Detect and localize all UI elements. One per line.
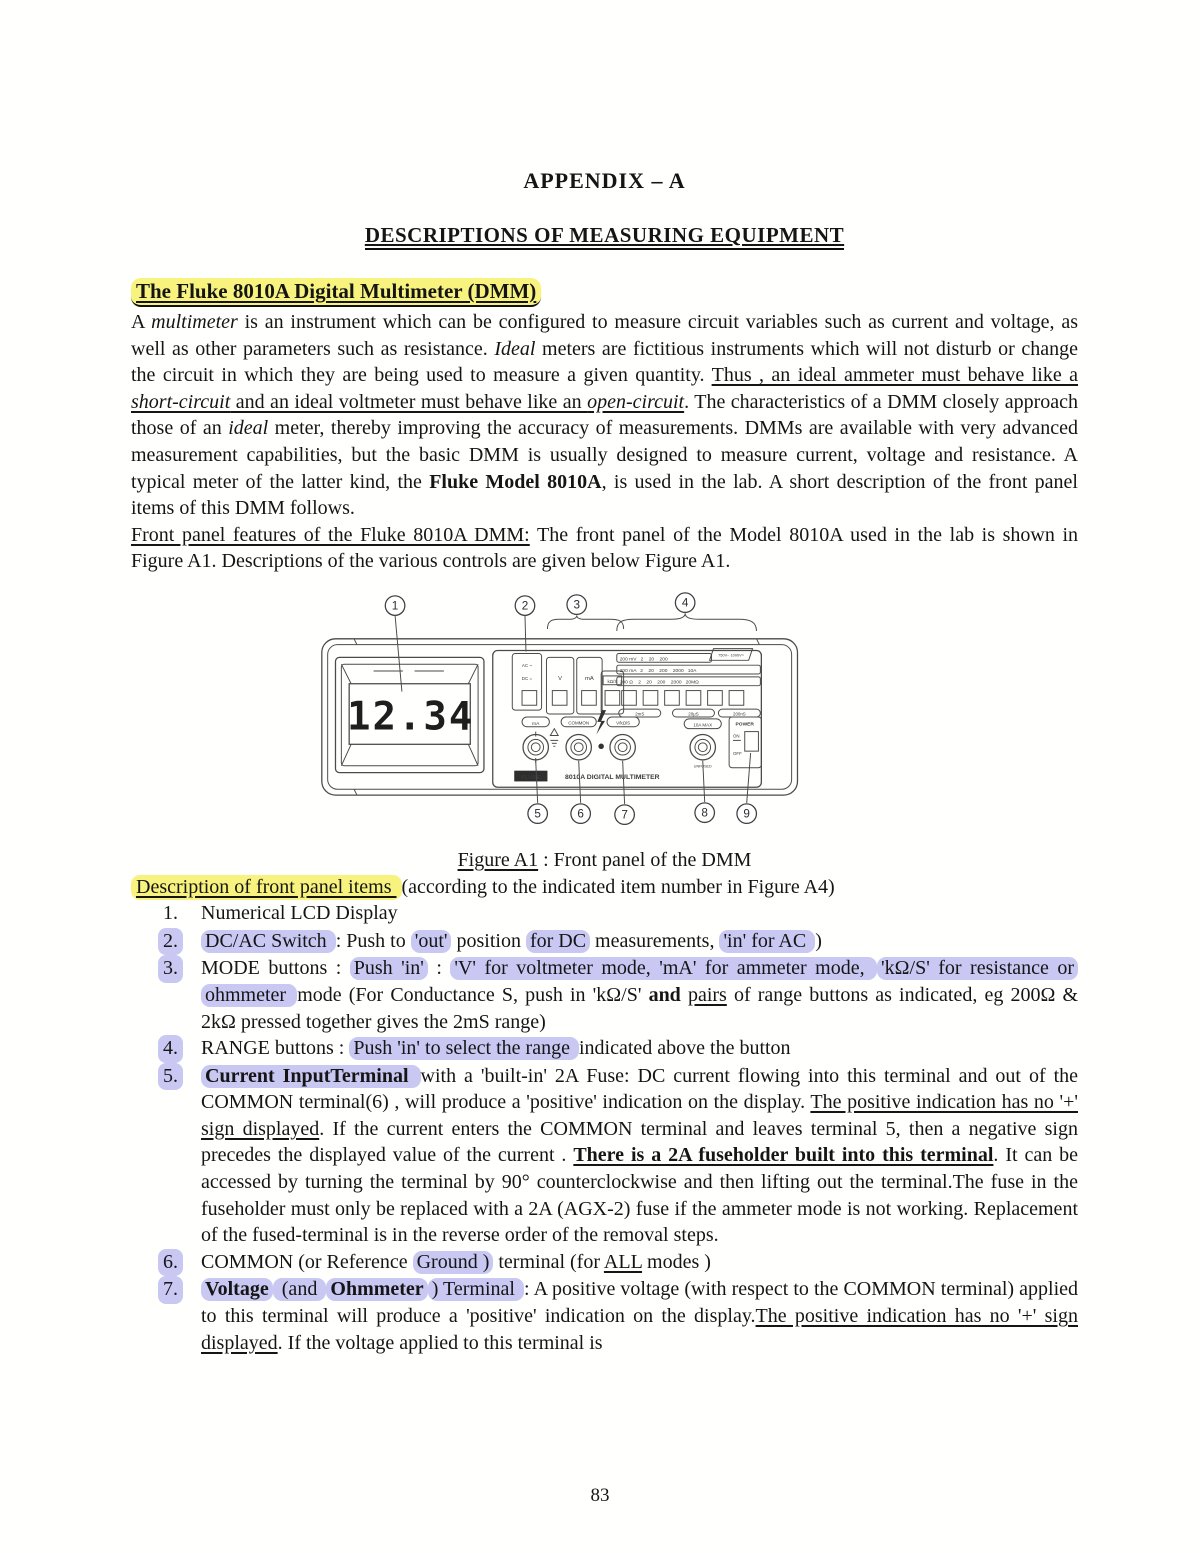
list-item-number: 1. (163, 902, 178, 925)
power-off-label: OFF (733, 750, 742, 756)
list-item-text: Numerical LCD Display (201, 902, 398, 925)
model-text: 8010A DIGITAL MULTIMETER (565, 773, 660, 781)
callout-5: 5 (534, 807, 541, 821)
range-row-2: 200 mA 2 20 200 2000 10A (619, 668, 697, 674)
callout-2: 2 (521, 599, 529, 613)
list-item-text: Current InputTerminal with a 'built-in' 2A Fuse: DC current flowing into this terminal and out of the COMMON terminal(6) , will produce a 'positive' indication on the display. The positive indication has no '+' sign displayed. If the current enters the COMMON terminal and leaves terminal 5, then a negative sign precedes the displayed value of the current . There is a 2A fuseholder built into this terminal. It can be accessed by turning the terminal by 90° counterclockwise and then lifting out the terminal.The fuse in the fuseholder must only be replaced with a 2A (AGX-2) fuse if the ammeter mode is not working. Replacement of the fused-terminal is in the reverse order of the removal steps. (201, 1064, 1078, 1247)
conductance-range-labels (619, 709, 761, 717)
v-button-label: V (558, 675, 563, 682)
switch-ac-label: AC ~ (521, 663, 532, 669)
dc-ac-switch (512, 653, 541, 710)
list-item (131, 1249, 1078, 1277)
section-heading: The Fluke 8010A Digital Multimeter (DMM) (131, 279, 1078, 304)
unfused-label: UNFUSED (693, 764, 712, 769)
list-item-number: 5. (158, 1063, 183, 1091)
front-panel-paragraph: Front panel features of the Fluke 8010A DMM: The front panel of the Model 8010A used in the lab is shown in Figure A1. Descriptions of the various controls are given below Figure A1. (131, 523, 1079, 573)
list-item (131, 1035, 1078, 1063)
pill-200ns: 200nS (733, 711, 746, 717)
list-item (131, 928, 1078, 956)
range-scale (617, 649, 761, 686)
v-kohm-jack-label: V/kΩ/S (616, 720, 631, 726)
callout-7: 7 (621, 808, 628, 822)
callout-3: 3 (573, 598, 581, 612)
ma-button (582, 691, 597, 706)
pill-20us: 20μS (688, 711, 699, 717)
range-row-3: 200 Ω 2 20 200 2000 20MΩ (619, 680, 699, 686)
switch-dc-label: DC = (521, 675, 533, 681)
list-item-text: RANGE buttons : Push 'in' to select the range indicated above the button (201, 1037, 791, 1060)
power-on-label: ON (733, 733, 740, 739)
range-row-1: 200 mV 2 20 200 (619, 657, 668, 663)
list-item (131, 900, 1078, 928)
dmm-line-drawing (291, 589, 841, 841)
page-number: 83 (590, 1485, 610, 1506)
list-item (131, 1276, 1078, 1356)
list-item-number: 6. (158, 1249, 183, 1277)
fluke-logo-text: FLUKE (521, 774, 541, 781)
list-item-text: Voltage (and Ohmmeter ) Terminal : A positive voltage (with respect to the COMMON terminal) applied to this terminal will produce a 'positive' indication on the display.The positive indication has no '+' sign displayed. If the voltage applied to this terminal is (201, 1278, 1079, 1354)
callout-1: 1 (391, 599, 399, 613)
ma-button-label: mA (585, 675, 594, 682)
pill-2ms: 2mS (635, 711, 645, 717)
ma-jack-label: mA (532, 721, 540, 727)
amp-jack-label: 10A MAX (693, 722, 713, 728)
appendix-title: APPENDIX – A (523, 168, 686, 193)
list-item-text: COMMON (or Reference Ground ) terminal (for ALL modes ) (201, 1250, 711, 1273)
callout-9: 9 (743, 807, 750, 821)
list-item-number: 7. (158, 1276, 183, 1304)
callout-6: 6 (577, 807, 584, 821)
v-kohm-jack (610, 734, 635, 759)
power-label: POWER (735, 722, 754, 728)
mode-buttons (546, 657, 623, 714)
list-item-text: MODE buttons : Push 'in' : 'V' for voltmeter mode, 'mA' for ammeter mode, 'kΩ/S' for resistance or ohmmeter mode (For Conductance S, push in 'kΩ/S' and pairs of range buttons as indicated, eg 200Ω & 2kΩ pressed together gives the 2mS range) (201, 957, 1079, 1033)
dc-ac-button (522, 691, 537, 706)
list-item-number: 2. (158, 928, 183, 956)
list-item-text: DC/AC Switch : Push to 'out' position for DC measurements, 'in' for AC ) (201, 928, 1078, 955)
control-panel (493, 649, 762, 788)
ma-jack (523, 734, 548, 759)
document-title: DESCRIPTIONS OF MEASURING EQUIPMENT (131, 223, 1078, 248)
v-button (552, 691, 567, 706)
list-intro: Description of front panel items (according to the indicated item number in Figure A4) (131, 874, 1078, 901)
list-item (131, 1063, 1078, 1249)
kohm-button-label: kΩ/S (607, 678, 618, 684)
figure-a1-dmm-front-panel (291, 589, 851, 841)
power-switch (729, 717, 761, 768)
kohm-button (605, 691, 620, 706)
power-button (745, 732, 759, 752)
common-jack (566, 734, 591, 759)
callout-8: 8 (701, 806, 708, 820)
figure-caption: Figure A1 : Front panel of the DMM (457, 848, 752, 871)
callout-4: 4 (681, 596, 689, 610)
list-item-number: 4. (158, 1035, 183, 1063)
amp-jack (690, 734, 715, 759)
range-buttons (622, 691, 744, 706)
range-row-1-tag: 750V~ 1000V= (718, 652, 745, 658)
front-panel-items-list (131, 900, 1078, 1356)
common-jack-label: COMMON (568, 720, 590, 726)
list-item (131, 955, 1078, 1035)
list-item-number: 3. (158, 955, 183, 983)
intro-paragraph: A multimeter is an instrument which can be configured to measure circuit variables such as current and voltage, as well as other parameters such as resistance. Ideal meters are fictitious instruments which will not disturb or change the circuit in which they are being used to measure a given quantity. Thus , an ideal ammeter must behave like a short-circuit and an ideal voltmeter must behave like an open-circuit. The characteristics of a DMM closely approach those of an ideal meter, thereby improving the accuracy of measurements. DMMs are available with very advanced measurement capabilities, but the basic DMM is usually designed to measure current, voltage and resistance. A typical meter of the latter kind, the Fluke Model 8010A, is used in the lab. A short description of the front panel items of this DMM follows. (131, 311, 1079, 520)
lcd-display (335, 657, 483, 772)
lcd-reading: 12.34 (347, 694, 475, 740)
input-jacks (522, 710, 721, 769)
